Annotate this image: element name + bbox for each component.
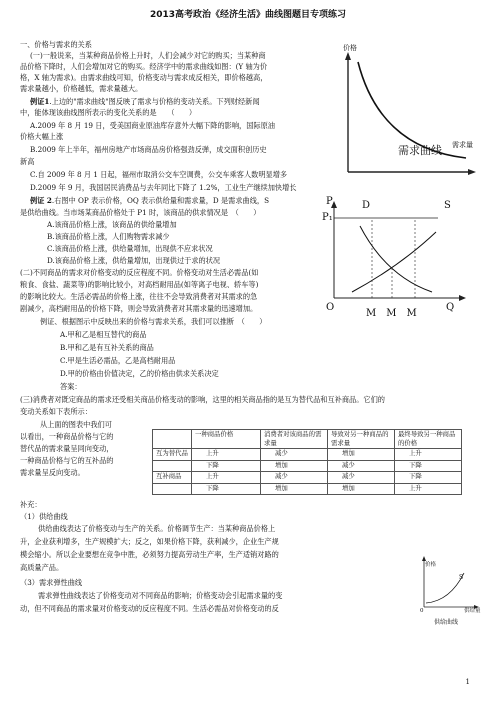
paragraph-line: 的影响比较大。生活必需品的价格上涨，往往不会导致消费者对其需求的急: [20, 292, 258, 301]
table-cell: 减少: [327, 460, 394, 472]
table-cell: 上升: [191, 472, 260, 484]
table-cell: 互为替代品: [153, 449, 192, 461]
paragraph-line: 模会缩小。所以企业要想在竞争中胜，必须努力提高劳动生产率，生产适销对路的: [20, 550, 279, 559]
paragraph-line: 高质量产品。: [20, 563, 64, 572]
table-cell: 下降: [394, 472, 461, 484]
paragraph-line: (二)不同商品的需求对价格变动的反应程度不同。价格变动对生活必需品(如: [20, 268, 259, 277]
paragraph-line: 变动关系如下表所示：: [20, 407, 92, 416]
paragraph-line: 动，但不同商品的需求量对价格变动的反应程度不同。生活必需品对价格变动的反: [20, 604, 279, 613]
paragraph-line: (一)一般说来，当某种商品价格上升时，人们会减少对它的购买；当某种商: [30, 51, 266, 60]
option-line: A.2009 年 8 月 19 日，受美国商业原油库存意外大幅下降的影响，国际原油: [30, 121, 275, 130]
option-line: C.甲是生活必需品，乙是高档耐用品: [60, 356, 176, 365]
table-row: [153, 483, 462, 495]
x-axis-label: 需求量: [452, 141, 473, 149]
table-cell: 一种商品价格: [191, 430, 260, 449]
paragraph-line: 需求弹性曲线表达了价格变动对不同商品的影响；价格变动会引起需求量的变: [38, 591, 283, 600]
paragraph-line: 品价格下降时，人们会增加对它的购买。经济学中的需求曲线如图：(Y 轴为价: [20, 62, 268, 71]
fig3-origin: 0: [420, 608, 424, 614]
option-line: 价格大幅上涨: [20, 132, 64, 141]
option-line: B.该商品价格上涨，人们购物需求减少: [47, 232, 170, 241]
option-line: D.2009 年 9 月，我国居民消费品与去年同比下降了 1.2%，工业生产继续加快增长: [30, 183, 297, 192]
example2-stem: 是供给曲线。当市场某商品价格处于 P1 时，该商品的供求情况是 （ ）: [20, 208, 261, 217]
fig3-x-label: 供给量: [464, 608, 481, 614]
paragraph-line: 一种商品价格与它的互补品的: [20, 456, 114, 465]
table-cell: 下降: [191, 483, 260, 495]
table-cell: 减少: [260, 472, 327, 484]
paragraph-line: 升，企业获利增多，生产规模扩大；反之，如果价格下降，获利减少，企业生产规: [20, 537, 279, 546]
relationship-table: [152, 429, 462, 495]
table-cell: 上升: [191, 449, 260, 461]
table-header-row: [153, 430, 462, 449]
table-cell: 互补商品: [153, 472, 192, 484]
paragraph-line: 从上面的图表中我们可: [40, 420, 112, 429]
fig2-label-o: O: [326, 302, 335, 313]
section-heading: 一、价格与需求的关系: [20, 40, 92, 49]
example2-stem: 例证 2.右图中 OP 表示价格，OQ 表示供给量和需求量，D 是需求曲线，S: [30, 196, 270, 205]
option-line: C.该商品价格上涨，供给量增加，出现供不应求状况: [47, 244, 213, 253]
table-row: [153, 472, 462, 484]
table-cell: [153, 483, 192, 495]
fig2-label-m: M M M: [366, 308, 417, 319]
option-line: A.甲和乙是相互替代的商品: [60, 330, 147, 339]
fig3-caption: 供给曲线: [434, 619, 459, 626]
curve-label: 需求曲线: [398, 144, 442, 157]
fig3-y-label: 价格: [425, 562, 437, 568]
table-cell: 上升: [394, 449, 461, 461]
table-cell: [153, 430, 192, 449]
table-cell: 增加: [260, 483, 327, 495]
fig2-label-p1: P₁: [322, 212, 333, 223]
option-line: A.该商品价格上涨，该商品的供给量增加: [47, 220, 177, 229]
subsection-heading: （3）需求弹性曲线: [20, 578, 83, 587]
table-cell: 增加: [327, 483, 394, 495]
option-line: D.该商品价格上涨，供给量增加，出现供过于求的状况: [47, 256, 221, 265]
paragraph-line: 需求量越小，价格越低，需求量越大。: [20, 84, 143, 93]
answer-label: 答案：: [60, 382, 82, 391]
option-line: D.甲的价格由价值决定，乙的价格由供求关系决定: [60, 369, 219, 378]
paragraph-line: (三)消费者对既定商品的需求还受相关商品价格变动的影响，这里的相关商品指的是互为替代品和互补商品。它们的: [20, 395, 385, 404]
paragraph-line: 格，X 轴为需求)。由需求曲线可知，价格变动与需求成反相关，即价格越高，: [20, 73, 268, 82]
example1-stem: 中，能体现该曲线图所表示的变化关系的是 （ ）: [20, 108, 197, 117]
page-number: 1: [465, 678, 470, 686]
table-cell: 上升: [394, 483, 461, 495]
option-line: C.自 2009 年 8 月 1 日起，福州市取消公交车空调费，公交车乘客人数明显增多: [30, 170, 288, 179]
paragraph-line: 替代品的需求量呈同向变动，: [20, 444, 114, 453]
example1-stem: 例证1.上边的"需求曲线"图反映了需求与价格的变动关系。下列财经新闻: [30, 97, 260, 106]
table-cell: 消费者对该商品的需求量: [260, 430, 327, 449]
paragraph-line: 粮食、食盐、蔬菜等)的影响比较小，对高档耐用品(如等离子电视、轿车等): [20, 280, 259, 289]
fig2-label-q: Q: [446, 302, 455, 313]
option-line: B.2009 年上半年，福州房地产市场商品房价格强劲反弹，成交面积创历史: [30, 145, 267, 154]
table-cell: 最终导致另一种商品的价格: [394, 430, 461, 449]
fig3-s-label: S: [459, 574, 464, 581]
paragraph-line: 供给曲线表达了价格变动与生产的关系。价格调节生产：当某种商品价格上: [38, 524, 276, 533]
table-cell: 下降: [191, 460, 260, 472]
table-cell: 导致对另一种商品的需求量: [327, 430, 394, 449]
table-cell: 减少: [260, 449, 327, 461]
fig2-label-s: S: [444, 200, 451, 211]
subsection-heading: （1）供给曲线: [20, 512, 68, 521]
demand-curve-figure: [340, 40, 480, 185]
y-axis-label: 价格: [343, 44, 357, 52]
option-line: 新高: [20, 157, 35, 166]
supplement-heading: 补充：: [20, 500, 42, 509]
example3-stem: 例证、根据图示中反映出来的价格与需求关系，我们可以推断 （ ）: [40, 317, 267, 326]
page-title: 2013高考政治《经济生活》曲线图题目专项练习: [149, 10, 347, 20]
table-cell: 增加: [327, 449, 394, 461]
option-line: B.甲和乙是有互补关系的商品: [60, 343, 154, 352]
fig2-label-p: P: [326, 196, 333, 207]
table-row: [153, 460, 462, 472]
paragraph-line: 以看出，一种商品价格与它的: [20, 432, 114, 441]
fig2-label-d: D: [362, 200, 371, 211]
table-cell: [153, 460, 192, 472]
table-cell: 减少: [327, 472, 394, 484]
table-cell: 下降: [394, 460, 461, 472]
paragraph-line: 需求量呈反向变动。: [20, 468, 85, 477]
table-row: [153, 449, 462, 461]
table-cell: 增加: [260, 460, 327, 472]
paragraph-line: 剧减少，高档耐用品的价格下降，则会导致消费者对其需求量的迅速增加。: [20, 304, 258, 313]
